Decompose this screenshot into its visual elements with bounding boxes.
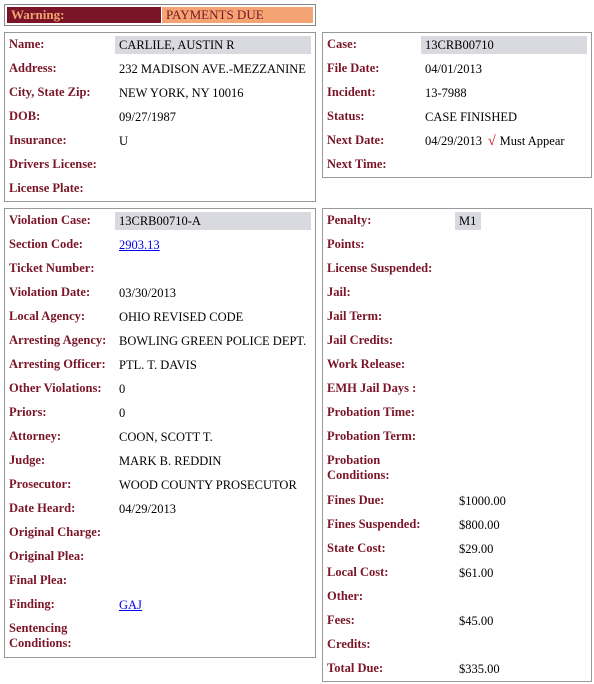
sentencing-value	[115, 620, 119, 638]
fees-value: $45.00	[459, 614, 494, 628]
insurance-label: Insurance:	[9, 133, 67, 147]
local-cost-row	[323, 561, 591, 585]
prosecutor-value: WOOD COUNTY PROSECUTOR	[119, 478, 297, 492]
probation-term-row	[323, 425, 591, 449]
emh-jail-days-value	[455, 380, 459, 398]
incident-value: 13-7988	[425, 86, 467, 100]
city-label: City, State Zip:	[9, 85, 91, 99]
arresting-officer-row	[5, 353, 315, 377]
penalty-panel	[322, 208, 592, 682]
file-date-label: File Date:	[327, 61, 380, 75]
points-value	[455, 236, 459, 254]
local-agency-row	[5, 305, 315, 329]
other-value	[455, 588, 459, 606]
credits-row	[323, 633, 591, 657]
fines-due-label: Fines Due:	[327, 493, 385, 507]
section-code-link[interactable]: 2903.13	[119, 238, 160, 252]
jail-term-label: Jail Term:	[327, 309, 383, 323]
final-plea-row	[5, 569, 315, 593]
priors-label: Priors:	[9, 405, 47, 419]
license-suspended-row	[323, 257, 591, 281]
local-cost-label: Local Cost:	[327, 565, 389, 579]
next-date-label: Next Date:	[327, 133, 385, 147]
finding-row	[5, 593, 315, 617]
drivers-value	[115, 156, 119, 174]
warning-label: Warning:	[7, 7, 161, 23]
arresting-officer-label: Arresting Officer:	[9, 357, 106, 371]
probation-conditions-label: Probation Conditions:	[327, 453, 390, 482]
warning-bar	[4, 4, 316, 26]
date-heard-row	[5, 497, 315, 521]
original-plea-value	[115, 548, 119, 566]
ticket-label: Ticket Number:	[9, 261, 95, 275]
prosecutor-label: Prosecutor:	[9, 477, 72, 491]
violation-date-row	[5, 281, 315, 305]
emh-jail-days-row	[323, 377, 591, 401]
jail-credits-label: Jail Credits:	[327, 333, 394, 347]
final-plea-label: Final Plea:	[9, 573, 67, 587]
must-appear-text: Must Appear	[499, 134, 565, 148]
dob-label: DOB:	[9, 109, 41, 123]
total-due-value: $335.00	[459, 662, 500, 676]
violation-date-label: Violation Date:	[9, 285, 91, 299]
penalty-value: M1	[455, 212, 481, 230]
work-release-row	[323, 353, 591, 377]
probation-conditions-value	[455, 452, 459, 470]
name-label: Name:	[9, 37, 45, 51]
finding-link[interactable]: GAJ	[119, 598, 142, 612]
incident-label: Incident:	[327, 85, 376, 99]
jail-row	[323, 281, 591, 305]
next-date-cell	[421, 132, 565, 150]
probation-time-label: Probation Time:	[327, 405, 415, 419]
jail-label: Jail:	[327, 285, 351, 299]
person-panel	[4, 32, 316, 202]
insurance-value: U	[119, 134, 129, 148]
address-value: 232 MADISON AVE.-MEZZANINE	[119, 62, 306, 76]
jail-term-value	[455, 308, 459, 326]
license-suspended-value	[455, 260, 459, 278]
points-row	[323, 233, 591, 257]
probation-time-value	[455, 404, 459, 422]
checkmark-icon: √	[487, 134, 496, 149]
total-due-label: Total Due:	[327, 661, 384, 675]
probation-term-label: Probation Term:	[327, 429, 417, 443]
other-row	[323, 585, 591, 609]
fines-suspended-label: Fines Suspended:	[327, 517, 421, 531]
section-code-row	[5, 233, 315, 257]
dob-value: 09/27/1987	[119, 110, 176, 124]
final-plea-value	[115, 572, 119, 590]
drivers-row	[5, 153, 315, 177]
next-time-row	[323, 153, 591, 177]
violation-panel	[4, 208, 316, 658]
priors-value: 0	[119, 406, 126, 420]
section-code-label: Section Code:	[9, 237, 83, 251]
license-suspended-label: License Suspended:	[327, 261, 433, 275]
name-value: CARLILE, AUSTIN R	[115, 36, 311, 54]
prosecutor-row	[5, 473, 315, 497]
original-plea-row	[5, 545, 315, 569]
ticket-value	[115, 260, 119, 278]
case-row	[323, 33, 591, 57]
case-panel	[322, 32, 592, 178]
finding-label: Finding:	[9, 597, 55, 611]
section-code-cell	[115, 236, 160, 254]
arresting-agency-row	[5, 329, 315, 353]
plate-row	[5, 177, 315, 201]
local-agency-value: OHIO REVISED CODE	[119, 310, 244, 324]
arresting-officer-value: PTL. T. DAVIS	[119, 358, 197, 372]
attorney-row	[5, 425, 315, 449]
original-plea-label: Original Plea:	[9, 549, 85, 563]
city-value: NEW YORK, NY 10016	[119, 86, 244, 100]
case-value: 13CRB00710	[421, 36, 587, 54]
fees-row	[323, 609, 591, 633]
credits-value	[455, 636, 459, 654]
city-row	[5, 81, 315, 105]
other-violations-label: Other Violations:	[9, 381, 102, 395]
case-label: Case:	[327, 37, 357, 51]
credits-label: Credits:	[327, 637, 371, 651]
fines-due-row	[323, 489, 591, 513]
state-cost-row	[323, 537, 591, 561]
local-cost-value: $61.00	[459, 566, 494, 580]
date-heard-value: 04/29/2013	[119, 502, 176, 516]
plate-label: License Plate:	[9, 181, 84, 195]
attorney-value: COON, SCOTT T.	[119, 430, 213, 444]
next-date-value: 04/29/2013	[425, 134, 482, 148]
plate-value	[115, 180, 119, 198]
work-release-value	[455, 356, 459, 374]
fees-label: Fees:	[327, 613, 355, 627]
violation-case-row	[5, 209, 315, 233]
judge-value: MARK B. REDDIN	[119, 454, 222, 468]
original-charge-value	[115, 524, 119, 542]
violation-date-value: 03/30/2013	[119, 286, 176, 300]
work-release-label: Work Release:	[327, 357, 406, 371]
fines-suspended-value: $800.00	[459, 518, 500, 532]
finding-cell	[115, 596, 142, 614]
violation-case-label: Violation Case:	[9, 213, 91, 227]
points-label: Points:	[327, 237, 365, 251]
probation-time-row	[323, 401, 591, 425]
penalty-label: Penalty:	[327, 213, 372, 227]
state-cost-value: $29.00	[459, 542, 494, 556]
address-row	[5, 57, 315, 81]
sentencing-label: Sentencing Conditions:	[9, 621, 72, 650]
other-label: Other:	[327, 589, 364, 603]
file-date-value: 04/01/2013	[425, 62, 482, 76]
original-charge-label: Original Charge:	[9, 525, 102, 539]
address-label: Address:	[9, 61, 57, 75]
incident-row	[323, 81, 591, 105]
next-time-value	[421, 156, 425, 174]
other-violations-row	[5, 377, 315, 401]
judge-row	[5, 449, 315, 473]
jail-term-row	[323, 305, 591, 329]
dob-row	[5, 105, 315, 129]
file-date-row	[323, 57, 591, 81]
priors-row	[5, 401, 315, 425]
ticket-row	[5, 257, 315, 281]
fines-due-value: $1000.00	[459, 494, 506, 508]
status-label: Status:	[327, 109, 365, 123]
jail-value	[455, 284, 459, 302]
other-violations-value: 0	[119, 382, 126, 396]
judge-label: Judge:	[9, 453, 46, 467]
probation-term-value	[455, 428, 459, 446]
jail-credits-row	[323, 329, 591, 353]
total-due-row	[323, 657, 591, 681]
next-time-label: Next Time:	[327, 157, 387, 171]
drivers-label: Drivers License:	[9, 157, 97, 171]
violation-case-value: 13CRB00710-A	[115, 212, 311, 230]
date-heard-label: Date Heard:	[9, 501, 76, 515]
arresting-agency-value: BOWLING GREEN POLICE DEPT.	[119, 334, 307, 348]
next-date-row	[323, 129, 591, 153]
local-agency-label: Local Agency:	[9, 309, 86, 323]
arresting-agency-label: Arresting Agency:	[9, 333, 107, 347]
original-charge-row	[5, 521, 315, 545]
name-row	[5, 33, 315, 57]
insurance-row	[5, 129, 315, 153]
state-cost-label: State Cost:	[327, 541, 386, 555]
status-value: CASE FINISHED	[425, 110, 518, 124]
attorney-label: Attorney:	[9, 429, 62, 443]
fines-suspended-row	[323, 513, 591, 537]
penalty-row	[323, 209, 591, 233]
status-row	[323, 105, 591, 129]
probation-conditions-row	[323, 449, 591, 489]
sentencing-row	[5, 617, 315, 655]
emh-jail-days-label: EMH Jail Days :	[327, 381, 417, 395]
warning-value: PAYMENTS DUE	[162, 7, 313, 23]
jail-credits-value	[455, 332, 459, 350]
